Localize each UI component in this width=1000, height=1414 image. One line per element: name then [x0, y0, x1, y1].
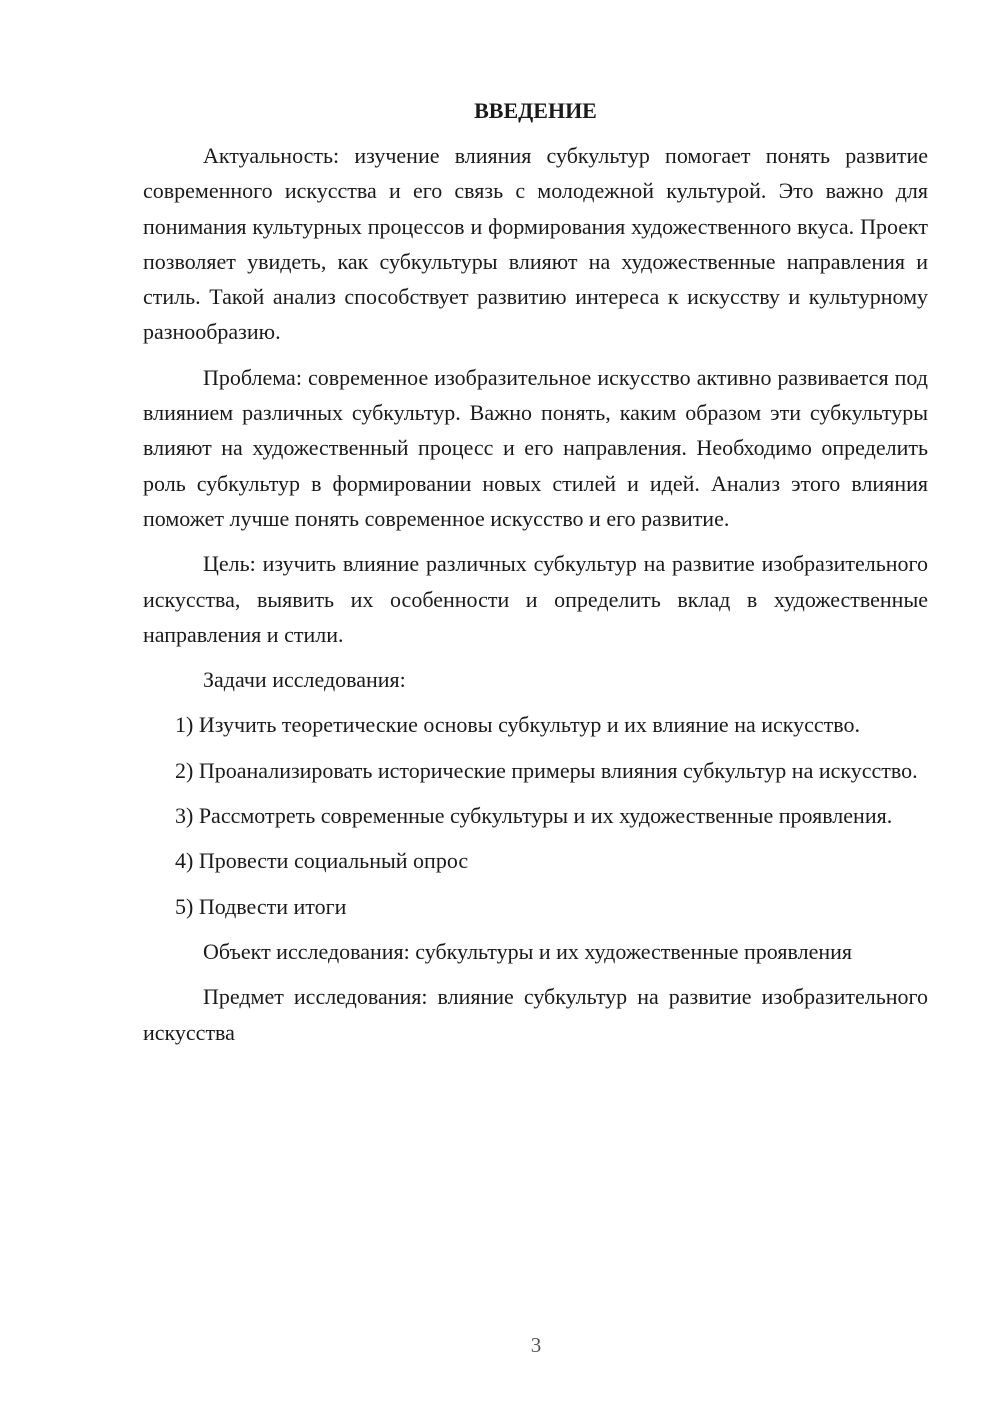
object-paragraph: Объект исследования: субкультуры и их художественные проявления — [203, 938, 853, 964]
relevance-paragraph: Актуальность: изучение влияния субкультур помогает понять развитие современного искусства и его связь с молодежной культурой. Это важно для понимания культурных процессов и формирования художественного вкуса. Проект позволяет увидеть, как субкультуры влияют на художественные направления и стиль. Такой анализ способствует развитию интереса к искусству и культурному разнообразию. — [143, 143, 928, 345]
task-item-5: 5) Подвести итоги — [175, 893, 347, 919]
goal-paragraph: Цель: изучить влияние различных субкультур на развитие изобразительного искусства, выявить их особенности и определить вклад в художественные направления и стили. — [143, 551, 928, 647]
task-item-2: 2) Проанализировать исторические примеры влияния субкультур на искусство. — [175, 757, 918, 783]
tasks-label: Задачи исследования: — [203, 667, 406, 693]
page-heading: ВВЕДЕНИЕ — [474, 98, 597, 123]
page-number: 3 — [530, 1333, 542, 1357]
task-item-1: 1) Изучить теоретические основы субкультур и их влияние на искусство. — [175, 712, 861, 738]
page-content — [143, 96, 928, 1060]
problem-paragraph: Проблема: современное изобразительное искусство активно развивается под влиянием различных субкультур. Важно понять, каким образом эти субкультуры влияют на художественный процесс и его направления. Необходимо определить роль субкультур в формировании новых стилей и идей. Анализ этого влияния поможет лучше понять современное искусство и его развитие. — [143, 364, 928, 531]
task-item-3: 3) Рассмотреть современные субкультуры и их художественные проявления. — [175, 803, 893, 829]
task-item-4: 4) Провести социальный опрос — [175, 848, 469, 874]
subject-paragraph: Предмет исследования: влияние субкультур на развитие изобразительного искусства — [143, 984, 928, 1045]
